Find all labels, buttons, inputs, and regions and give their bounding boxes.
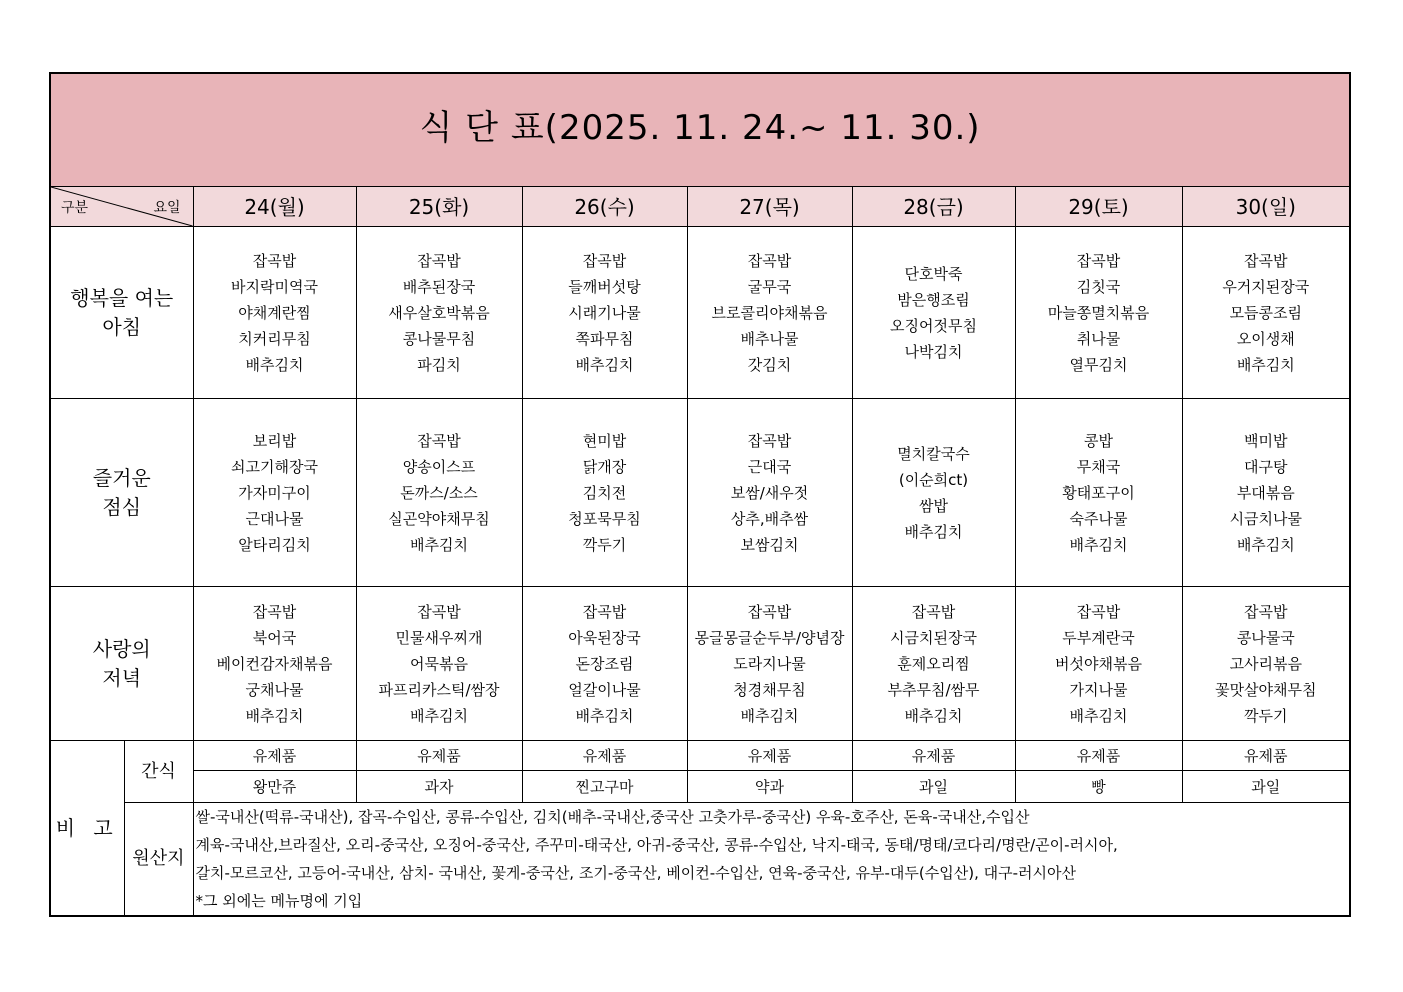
dish-item: 새우살호박볶음: [388, 303, 490, 322]
dish-item: 잡곡밥: [911, 602, 956, 621]
dish-item: 배추김치: [410, 706, 468, 725]
dish-item: 시래기나물: [568, 303, 641, 322]
dinner-label: [50, 587, 193, 741]
dish-item: 배추김치: [1236, 535, 1295, 554]
menu-cell: [687, 587, 852, 741]
dish-item: 잡곡밥: [417, 602, 461, 621]
menu-cell: [1182, 587, 1350, 741]
dish-item: 배추김치: [575, 355, 634, 374]
meal-label-line: 즐거운: [92, 465, 151, 490]
menu-cell: [1015, 587, 1182, 741]
dish-item: 돈장조림: [575, 654, 634, 673]
origin-label: 원산지: [124, 803, 193, 917]
dish-item: 두부계란국: [1062, 628, 1135, 647]
dish-item: 버섯야채볶음: [1055, 654, 1142, 673]
dish-item: 알타리김치: [238, 535, 311, 554]
dish-item: 배추김치: [904, 706, 963, 725]
snack-cell: 약과: [687, 771, 852, 803]
menu-cell: [1015, 399, 1182, 587]
dish-item: 청포묵무침: [568, 509, 641, 528]
dish-item: 잡곡밥: [747, 431, 792, 450]
menu-cell: [193, 587, 356, 741]
dish-item: 무채국: [1076, 457, 1121, 476]
dish-item: 가자미구이: [238, 483, 311, 502]
origin-cell: [193, 803, 1350, 917]
day-header: 25(화): [356, 187, 522, 227]
meal-label-line: 행복을 여는: [70, 285, 174, 310]
menu-cell: [522, 227, 687, 399]
meal-label-line: 저녁: [102, 665, 142, 690]
menu-cell: [193, 227, 356, 399]
menu-cell: [356, 587, 522, 741]
dish-item: 현미밥: [582, 431, 627, 450]
dish-item: 잡곡밥: [582, 251, 627, 270]
dish-item: 잡곡밥: [1076, 602, 1121, 621]
snack-cell: 찐고구마: [522, 771, 687, 803]
dish-item: 배추김치: [410, 535, 468, 554]
dish-item: 배추된장국: [402, 277, 476, 296]
day-header: 28(금): [852, 187, 1015, 227]
dish-item: 잡곡밥: [747, 602, 792, 621]
dish-item: 파프리카스틱/쌈장: [378, 680, 500, 699]
dish-item: 배추김치: [245, 355, 304, 374]
origin-line: 계육-국내산,브라질산, 오리-중국산, 오징어-중국산, 주꾸미-태국산, 아귀-중국산, 콩류-수입산, 낙지-태국, 동태/명태/코다리/명란/곤이-러시아,: [195, 836, 1118, 854]
menu-cell: [1015, 227, 1182, 399]
dish-item: 파김치: [417, 355, 461, 374]
dish-item: 배추김치: [1236, 355, 1295, 374]
origin-line: 갈치-모르코산, 고등어-국내산, 삼치- 국내산, 꽃게-중국산, 조기-중국산, 베이컨-수입산, 연육-중국산, 유부-대두(수입산), 대구-러시아산: [195, 864, 1076, 882]
dish-item: 고사리볶음: [1229, 654, 1303, 673]
dish-item: 배추나물: [740, 329, 799, 348]
dish-item: 잡곡밥: [417, 431, 461, 450]
snack-label: 간식: [124, 741, 193, 803]
dish-item: 치커리무침: [238, 329, 311, 348]
dish-item: 오이생채: [1236, 329, 1295, 348]
dish-item: 콩밥: [1084, 431, 1113, 450]
dish-item: 김치전: [582, 483, 627, 502]
snack-cell: 과일: [852, 771, 1015, 803]
dish-item: 부대볶음: [1236, 483, 1295, 502]
dish-item: 잡곡밥: [1076, 251, 1121, 270]
meal-label-line: 아침: [102, 314, 142, 339]
menu-cell: [1182, 227, 1350, 399]
dish-item: 얼갈이나물: [568, 680, 641, 699]
origin-row: [50, 803, 1350, 917]
dish-item: 마늘쫑멸치볶음: [1047, 303, 1150, 322]
dish-item: 모듬콩조림: [1229, 303, 1303, 322]
dish-item: 민물새우찌개: [395, 628, 483, 647]
snack-cell: 유제품: [687, 741, 852, 771]
dish-item: 근대나물: [245, 509, 304, 528]
dish-item: 대구탕: [1244, 457, 1288, 476]
day-header: 24(월): [193, 187, 356, 227]
dish-item: 몽글몽글순두부/양념장: [694, 628, 845, 647]
dish-item: 훈제오리찜: [897, 654, 970, 673]
meal-label-line: 점심: [102, 494, 142, 519]
dish-item: 배추김치: [245, 706, 304, 725]
dish-item: 바지락미역국: [231, 277, 318, 296]
day-header: 27(목): [687, 187, 852, 227]
dish-item: 깍두기: [582, 535, 627, 554]
dish-item: 들깨버섯탕: [568, 277, 641, 296]
dish-item: 상추,배추쌈: [730, 509, 809, 528]
lunch-row: [50, 399, 1350, 587]
dish-item: 잡곡밥: [417, 251, 461, 270]
dish-item: 열무김치: [1069, 355, 1128, 374]
dish-item: 나박김치: [904, 342, 963, 361]
snack-cell: 유제품: [522, 741, 687, 771]
dish-item: 보쌈/새우젓: [730, 483, 809, 502]
day-header: 29(토): [1015, 187, 1182, 227]
dish-item: 양송이스프: [402, 457, 476, 476]
dish-item: 부추무침/쌈무: [887, 680, 980, 699]
dish-item: 궁채나물: [245, 680, 304, 699]
snack-cell: 왕만쥬: [193, 771, 356, 803]
menu-cell: [193, 399, 356, 587]
dish-item: 북어국: [252, 628, 297, 647]
dish-item: 우거지된장국: [1222, 277, 1310, 296]
menu-cell: [852, 587, 1015, 741]
dish-item: 백미밥: [1244, 431, 1288, 450]
snack-row-1: [50, 741, 1350, 771]
menu-cell: [522, 399, 687, 587]
menu-cell: [852, 227, 1015, 399]
dish-item: 베이컨감자채볶음: [216, 654, 333, 673]
dish-item: 배추김치: [1069, 706, 1128, 725]
remarks-label: 비 고: [50, 741, 124, 917]
snack-cell: 유제품: [1015, 741, 1182, 771]
snack-cell: 유제품: [1182, 741, 1350, 771]
page-title: 식 단 표(2025. 11. 24.~ 11. 30.): [419, 108, 981, 148]
dish-item: 쇠고기해장국: [231, 457, 318, 476]
dish-item: 배추김치: [1069, 535, 1128, 554]
dish-item: 어묵볶음: [410, 654, 468, 673]
dish-item: 굴무국: [747, 277, 792, 296]
dish-item: 콩나물국: [1236, 628, 1295, 647]
origin-line: 쌀-국내산(떡류-국내산), 잡곡-수입산, 콩류-수입산, 김치(배추-국내산,중국산 고춧가루-중국산) 우육-호주산, 돈육-국내산,수입산: [195, 808, 1030, 826]
snack-cell: 과자: [356, 771, 522, 803]
dish-item: 잡곡밥: [747, 251, 792, 270]
breakfast-row: [50, 227, 1350, 399]
origin-line: *그 외에는 메뉴명에 기입: [195, 892, 363, 910]
snack-row-2: [50, 771, 1350, 803]
snack-cell: 과일: [1182, 771, 1350, 803]
corner-cell: [50, 187, 193, 227]
dish-item: 닭개장: [582, 457, 627, 476]
snack-cell: 빵: [1015, 771, 1182, 803]
menu-cell: [522, 587, 687, 741]
dish-item: 갓김치: [747, 355, 792, 374]
day-header: 30(일): [1182, 187, 1350, 227]
dish-item: 깍두기: [1244, 706, 1288, 725]
dish-item: 도라지나물: [733, 654, 806, 673]
menu-table: [49, 72, 1351, 917]
dish-item: 취나물: [1076, 329, 1121, 348]
dish-item: 가지나물: [1069, 680, 1128, 699]
dish-item: 잡곡밥: [1244, 602, 1288, 621]
dish-item: 꽃맛살야채무침: [1215, 680, 1317, 699]
meal-label-line: 사랑의: [92, 636, 151, 661]
menu-cell: [356, 227, 522, 399]
dish-item: 황태포구이: [1062, 483, 1135, 502]
dish-item: 청경채무침: [733, 680, 806, 699]
dish-item: 잡곡밥: [582, 602, 627, 621]
snack-cell: 유제품: [852, 741, 1015, 771]
menu-cell: [1182, 399, 1350, 587]
dish-item: 배추김치: [740, 706, 799, 725]
dish-item: 쪽파무침: [575, 329, 634, 348]
dish-item: 시금치된장국: [890, 628, 977, 647]
dish-item: 오징어젓무침: [890, 316, 977, 335]
dish-item: 잡곡밥: [252, 251, 297, 270]
dish-item: (이순희ct): [898, 470, 969, 489]
dish-item: 보쌈김치: [740, 535, 799, 554]
dish-item: 보리밥: [252, 431, 297, 450]
corner-label-category: 구분: [61, 200, 89, 216]
dish-item: 단호박죽: [904, 264, 963, 283]
dish-item: 배추김치: [904, 522, 963, 541]
snack-cell: 유제품: [193, 741, 356, 771]
snack-cell: 유제품: [356, 741, 522, 771]
dish-item: 밤은행조림: [897, 290, 970, 309]
dish-item: 아욱된장국: [568, 628, 641, 647]
menu-cell: [687, 399, 852, 587]
day-header: 26(수): [522, 187, 687, 227]
dish-item: 실곤약야채무침: [388, 509, 490, 528]
dish-item: 김칫국: [1076, 277, 1121, 296]
dish-item: 브로콜리야채볶음: [711, 303, 828, 322]
header-row: [50, 187, 1350, 227]
dish-item: 쌈밥: [919, 496, 948, 515]
dish-item: 근대국: [747, 457, 792, 476]
dish-item: 멸치칼국수: [897, 444, 970, 463]
dish-item: 돈까스/소스: [400, 483, 478, 502]
menu-cell: [687, 227, 852, 399]
dish-item: 시금치나물: [1229, 509, 1303, 528]
menu-cell: [356, 399, 522, 587]
dish-item: 야채계란찜: [238, 303, 311, 322]
lunch-label: [50, 399, 193, 587]
corner-label-weekday: 요일: [153, 200, 181, 216]
menu-cell: [852, 399, 1015, 587]
dinner-row: [50, 587, 1350, 741]
breakfast-label: [50, 227, 193, 399]
dish-item: 배추김치: [575, 706, 634, 725]
dish-item: 콩나물무침: [402, 329, 476, 348]
dish-item: 잡곡밥: [252, 602, 297, 621]
title-cell: [50, 73, 1350, 187]
dish-item: 잡곡밥: [1244, 251, 1288, 270]
dish-item: 숙주나물: [1069, 509, 1128, 528]
